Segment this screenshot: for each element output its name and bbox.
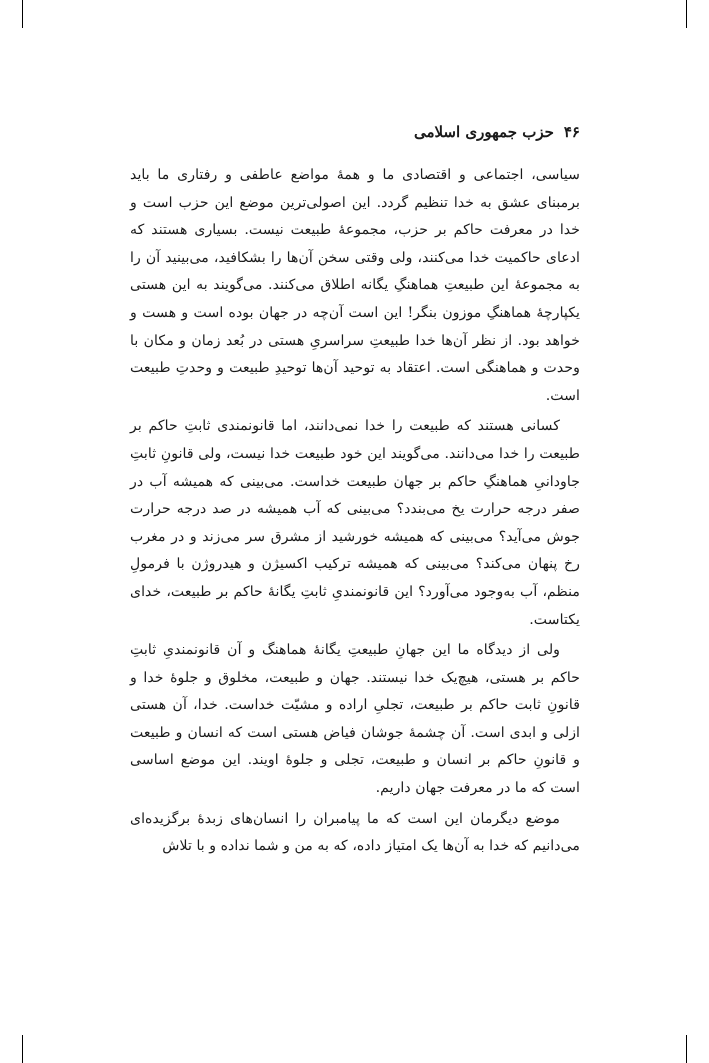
- crop-mark: [22, 1035, 23, 1063]
- crop-mark: [22, 0, 23, 28]
- running-title: حزب جمهوری اسلامی: [413, 123, 554, 141]
- paragraph: کسانی هستند که طبیعت را خدا نمی‌دانند، اما قانونمندی ثابتِ حاکم بر طبیعت را خدا می‌دانند. می‌گویند این خود طبیعت خدا نیست، ولی قانونِ ثابتِ جاودانیِ هماهنگِ حاکم بر جهان طبیعت خداست. می‌بینی که همیشه آب در صفر درجه حرارت یخ می‌بندد؟ می‌بینی که آب همیشه در صد درجه حرارت جوش می‌آید؟ می‌بینی که همیشه خورشید از مشرق سر می‌زند و در مغرب رخ پنهان می‌کند؟ می‌بینی که همیشه ترکیب اکسیژن و هیدروژن با فرمولِ منظم، آب به‌وجود می‌آورد؟ این قانونمندیِ ثابتِ یگانهٔ حاکم بر طبیعت، خدای یکتاست.: [130, 418, 580, 628]
- paragraph: سیاسی، اجتماعی و اقتصادی ما و همهٔ مواضع عاطفی و رفتاری ما باید برمبنای عشق به خدا تنظیم گردد. این اصولی‌ترین موضع این حزب است و خدا در معرفت حاکم بر حزب، مجموعهٔ طبیعت نیست. بسیاری هستند که ادعای حاکمیت خدا می‌کنند، ولی وقتی سخن آن‌ها را بشکافید، می‌بینید آن را به مجموعهٔ این طبیعتِ هماهنگِ یگانه اطلاق می‌کنند. می‌گویند به این هستی یکپارچهٔ هماهنگِ موزون بنگر! این است آن‌چه در جهان بوده است و هست و خواهد بود. از نظر آن‌ها خدا طبیعتِ سراسریِ هستی در بُعد زمان و مکان با وحدت و هماهنگی است. اعتقاد به توحید آن‌ها توحیدِ طبیعت و وحدتِ طبیعت است.: [130, 167, 580, 404]
- body-text: [130, 162, 580, 861]
- paragraph: موضع دیگرمان این است که ما پیامبران را انسان‌های زبدهٔ برگزیده‌ای می‌دانیم که خدا به آن‌ها یک امتیاز داده، که به من و شما نداده و با تلاش: [130, 810, 580, 855]
- page-number: ۴۶: [563, 123, 580, 141]
- crop-mark: [686, 1035, 687, 1063]
- crop-mark: [686, 0, 687, 28]
- paragraph: ولی از دیدگاه ما این جهانِ طبیعتِ یگانهٔ هماهنگ و آن قانونمندیِ ثابتِ حاکم بر هستی، هیچ‌یک خدا نیستند. جهان و طبیعت، مخلوق و جلوهٔ خدا و قانونِ ثابت حاکم بر طبیعت، تجلیِ اراده و مشیّت خداست. خدا، آن هستی ازلی و ابدی است. آن چشمهٔ جوشان فیاض هستی است که انسان و طبیعت و قانونِ حاکم بر انسان و طبیعت، تجلی و جلوهٔ اویند. این موضع اساسی است که ما در معرفت جهان داریم.: [130, 642, 580, 797]
- running-header: [130, 120, 580, 144]
